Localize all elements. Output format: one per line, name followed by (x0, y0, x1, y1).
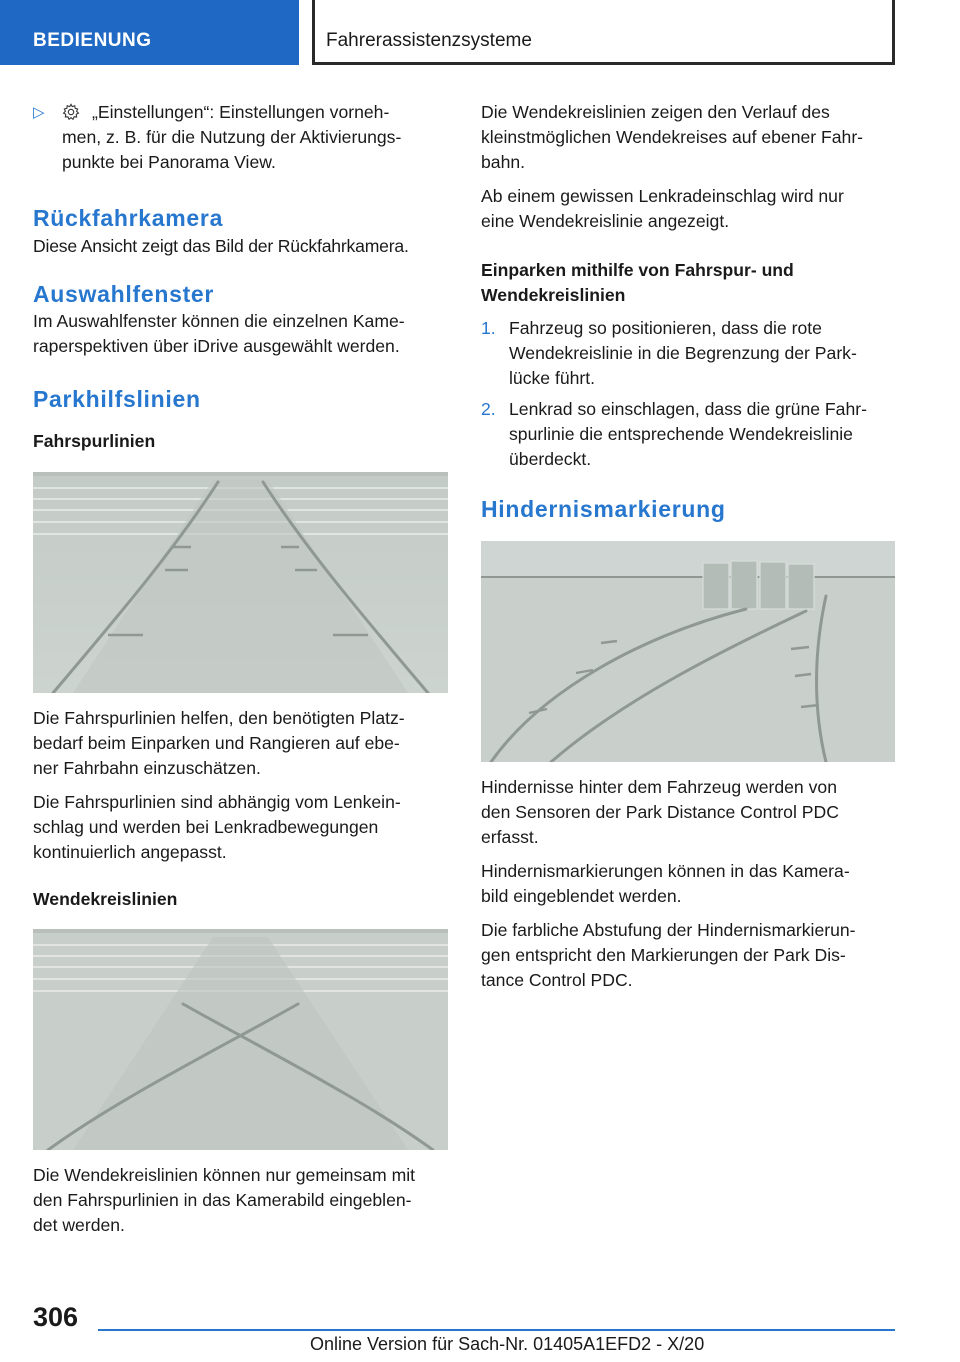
bullet-line-2: men, z. B. für die Nutzung der Aktivierungs- (62, 127, 402, 147)
gear-icon (62, 103, 80, 121)
hindernis-text-3: Die farbliche Abstufung der Hindernismarkierun- gen entspricht den Markierungen der Park Dis- tance Control PDC. (481, 920, 856, 990)
hindernis-text-1: Hindernisse hinter dem Fahrzeug werden von den Sensoren der Park Distance Control PDC erfasst. (481, 777, 839, 847)
list-item: 1. Fahrzeug so positionieren, dass die rote Wendekreislinie in die Begrenzung der Park- lücke führt. (481, 318, 857, 388)
footer-online-version: Online Version für Sach-Nr. 01405A1EFD2 - X/20 (310, 1334, 705, 1354)
footer-rule (98, 1329, 895, 1331)
wendekreislinien-text: Die Wendekreislinien können nur gemeinsam mit den Fahrspurlinien in das Kamerabild eingeblen- det werden. (33, 1165, 416, 1235)
bullet-line-1: „Einstellungen“: Einstellungen vorneh- (62, 100, 449, 125)
heading-fahrspurlinien: Fahrspurlinien (33, 431, 156, 451)
heading-hindernismarkierung: Hindernismarkierung (481, 496, 726, 522)
hindernismarkierung-image (481, 541, 895, 762)
fahrspurlinien-text-2: Die Fahrspurlinien sind abhängig vom Lenkein- schlag und werden bei Lenkradbewegungen kontinuierlich angepasst. (33, 792, 401, 862)
fahrspurlinien-text-1: Die Fahrspurlinien helfen, den benötigten Platz- bedarf beim Einparken und Rangieren auf ebe- ner Fahrbahn einzuschätzen. (33, 708, 405, 778)
chapter-title: Fahrerassistenzsysteme (326, 30, 532, 51)
fahrspurlinien-image (33, 472, 448, 693)
left-column (33, 100, 449, 1247)
header-divider-bottom (312, 62, 895, 65)
rueckfahrkamera-text: Diese Ansicht zeigt das Bild der Rückfahrkamera. (33, 236, 409, 256)
einparken-steps (481, 316, 897, 472)
wendekreis-text-1: Die Wendekreislinien zeigen den Verlauf des kleinstmöglichen Wendekreises auf ebener Fahr- bahn. (481, 102, 864, 172)
heading-einparken: Einparken mithilfe von Fahrspur- und Wendekreislinien (481, 260, 794, 305)
heading-parkhilfslinien: Parkhilfslinien (33, 386, 201, 412)
wendekreislinien-image (33, 929, 448, 1150)
triangle-right-icon: ▷ (33, 104, 45, 121)
bullet-line-3: punkte bei Panorama View. (62, 152, 276, 172)
heading-wendekreislinien: Wendekreislinien (33, 889, 178, 909)
header-divider (312, 0, 315, 65)
page-number: 306 (33, 1302, 79, 1332)
auswahlfenster-text: Im Auswahlfenster können die einzelnen Kame- raperspektiven über iDrive ausgewählt werden. (33, 311, 405, 356)
heading-auswahlfenster: Auswahlfenster (33, 281, 215, 307)
hindernis-text-2: Hindernismarkierungen können in das Kamera- bild eingeblendet werden. (481, 861, 850, 906)
list-item: 2. Lenkrad so einschlagen, dass die grüne Fahr- spurlinie die entsprechende Wendekreislinie überdeckt. (481, 399, 867, 469)
right-column (481, 100, 897, 1002)
header-divider-right (892, 0, 895, 65)
wendekreis-text-2: Ab einem gewissen Lenkradeinschlag wird nur eine Wendekreislinie angezeigt. (481, 186, 844, 231)
heading-rueckfahrkamera: Rückfahrkamera (33, 205, 224, 231)
section-title: BEDIENUNG (0, 0, 299, 65)
settings-bullet (33, 100, 449, 175)
